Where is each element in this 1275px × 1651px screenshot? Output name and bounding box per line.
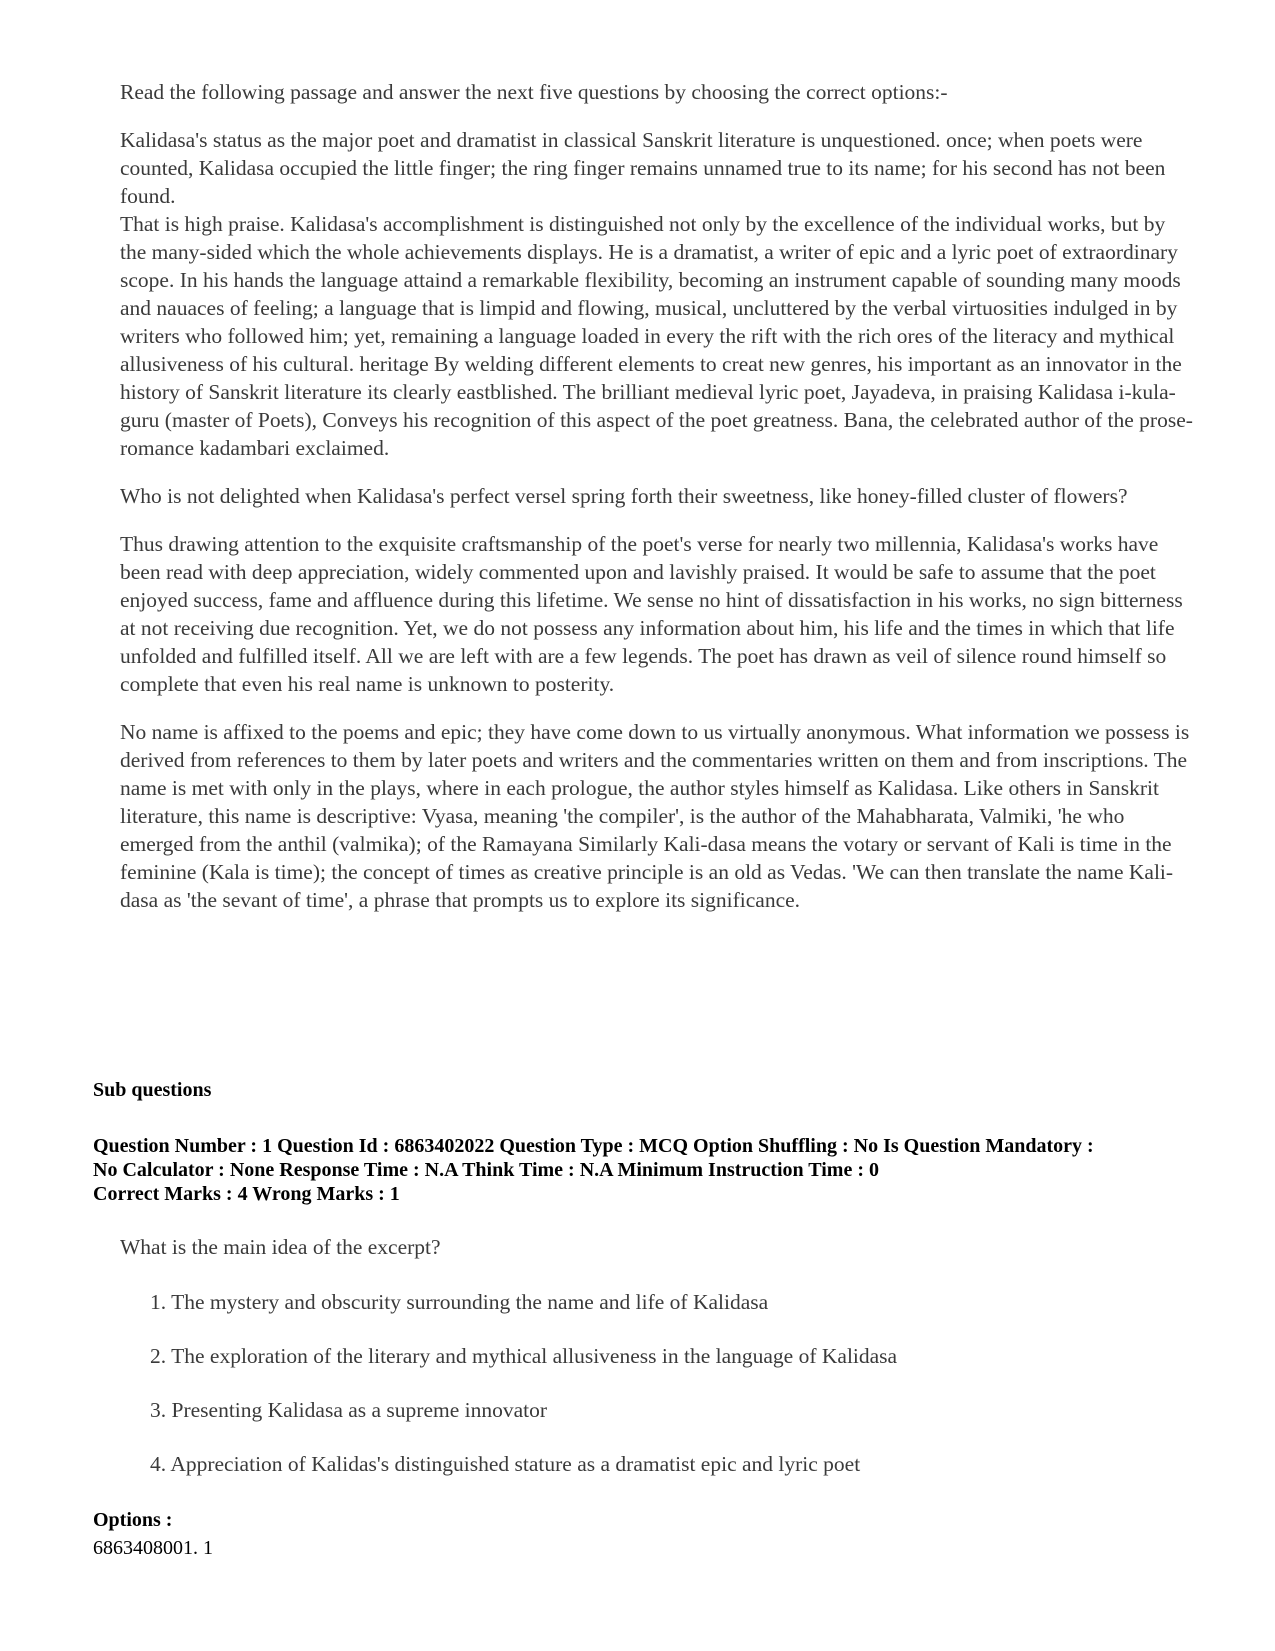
question-metadata (93, 1134, 1213, 1206)
question-meta-line-1: Question Number : 1 Question Id : 6863402022 Question Type : MCQ Option Shuffling : No Is Question Mandatory : (93, 1135, 1094, 1157)
sub-questions-heading: Sub questions (93, 1079, 212, 1101)
passage-paragraph-2: That is high praise. Kalidasa's accomplishment is distinguished not only by the excellence of the individual works, but by the many-sided which the whole achievements displays. He is a dramatist, a writer of epic and a lyric poet of extraordinary scope. In his hands the language attaind a remarkable flexibility, becoming an instrument capable of sounding many moods and nauaces of feeling; a language that is limpid and flowing, musical, uncluttered by the verbal virtuosities indulged in by writers who followed him; yet, remaining a language loaded in every the rift with the rich ores of the literacy and mythical allusiveness of his cultural. heritage By welding different elements to creat new genres, his important as an innovator in the history of Sanskrit literature its clearly eastblished. The brilliant medieval lyric poet, Jayadeva, in praising Kalidasa i-kula-guru (master of Poets), Conveys his recognition of this aspect of the poet greatness. Bana, the celebrated author of the prose-romance kadambari exclaimed. (120, 212, 1193, 460)
answer-choice-1: 1. The mystery and obscurity surrounding the name and life of Kalidasa (150, 1290, 769, 1314)
question-text: What is the main idea of the excerpt? (120, 1235, 441, 1259)
options-label: Options : (93, 1509, 173, 1531)
reading-passage (120, 78, 1195, 934)
question-meta-line-2: No Calculator : None Response Time : N.A Think Time : N.A Minimum Instruction Time : 0 (93, 1159, 879, 1181)
passage-paragraph-3: Who is not delighted when Kalidasa's perfect versel spring forth their sweetness, like honey-filled cluster of flowers? (120, 484, 1128, 508)
option-id-row: 6863408001. 1 (93, 1537, 213, 1559)
question-meta-line-3: Correct Marks : 4 Wrong Marks : 1 (93, 1183, 400, 1205)
answer-choices (150, 1288, 1170, 1504)
passage-paragraph-5: No name is affixed to the poems and epic; they have come down to us virtually anonymous. What information we possess is derived from references to them by later poets and writers and the commentaries written on them and from inscriptions. The name is met with only in the plays, where in each prologue, the author styles himself as Kalidasa. Like others in Sanskrit literature, this name is descriptive: Vyasa, meaning 'the compiler', is the author of the Mahabharata, Valmiki, 'he who emerged from the anthil (valmika); of the Ramayana Similarly Kali-dasa means the votary or servant of Kali is time in the feminine (Kala is time); the concept of times as creative principle is an old as Vedas. 'We can then translate the name Kali-dasa as 'the sevant of time', a phrase that prompts us to explore its significance. (120, 720, 1190, 912)
passage-paragraph-1: Kalidasa's status as the major poet and dramatist in classical Sanskrit literature is unquestioned. once; when poets were counted, Kalidasa occupied the little finger; the ring finger remains unnamed true to its name; for his second has not been found. (120, 128, 1166, 208)
passage-instruction: Read the following passage and answer the next five questions by choosing the correct options:- (120, 80, 948, 104)
answer-choice-2: 2. The exploration of the literary and mythical allusiveness in the language of Kalidasa (150, 1344, 898, 1368)
passage-paragraph-4: Thus drawing attention to the exquisite craftsmanship of the poet's verse for nearly two millennia, Kalidasa's works have been read with deep appreciation, widely commented upon and lavishly praised. It would be safe to assume that the poet enjoyed success, fame and affluence during this lifetime. We sense no hint of dissatisfaction in his works, no sign bitterness at not receiving due recognition. Yet, we do not possess any information about him, his life and the times in which that life unfolded and fulfilled itself. All we are left with are a few legends. The poet has drawn as veil of silence round himself so complete that even his real name is unknown to posterity. (120, 532, 1183, 696)
answer-choice-3: 3. Presenting Kalidasa as a supreme innovator (150, 1398, 548, 1422)
answer-choice-4: 4. Appreciation of Kalidas's distinguished stature as a dramatist epic and lyric poet (150, 1452, 861, 1476)
